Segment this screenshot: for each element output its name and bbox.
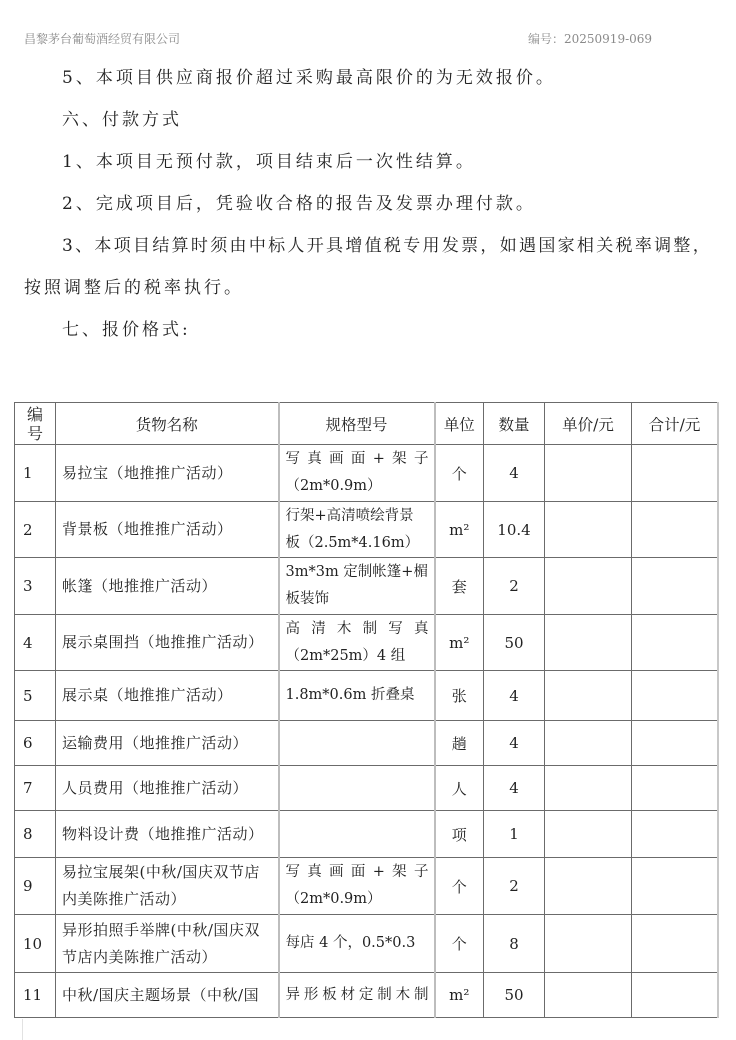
unit-price-cell[interactable]	[545, 721, 632, 766]
total-cell[interactable]	[632, 858, 718, 915]
spec: 每店 4 个，0.5*0.3	[279, 915, 435, 973]
quantity: 1	[484, 811, 545, 858]
goods-name: 易拉宝（地推推广活动）	[56, 445, 279, 502]
unit-price-cell[interactable]	[545, 973, 632, 1018]
total-cell[interactable]	[632, 721, 718, 766]
table-row	[15, 915, 718, 973]
row-number: 2	[15, 502, 56, 558]
unit: 个	[435, 445, 484, 502]
quantity: 4	[484, 445, 545, 502]
goods-name: 中秋/国庆主题场景（中秋/国	[56, 973, 279, 1018]
table-row	[15, 615, 718, 671]
row-number: 11	[15, 973, 56, 1018]
unit: 趟	[435, 721, 484, 766]
table-row	[15, 766, 718, 811]
total-cell[interactable]	[632, 915, 718, 973]
unit-price-cell[interactable]	[545, 558, 632, 615]
table-row	[15, 558, 718, 615]
goods-name: 异形拍照手举牌(中秋/国庆双 节店内美陈推广活动）	[56, 915, 279, 973]
page-margin-marker	[22, 1019, 23, 1040]
spec	[279, 721, 435, 766]
table-header-row	[15, 403, 718, 445]
goods-name: 背景板（地推推广活动）	[56, 502, 279, 558]
spec: 异形板材定制木制	[279, 973, 435, 1018]
quantity: 8	[484, 915, 545, 973]
quantity: 4	[484, 671, 545, 721]
goods-name: 人员费用（地推推广活动）	[56, 766, 279, 811]
unit: m²	[435, 502, 484, 558]
row-number: 8	[15, 811, 56, 858]
unit-price-cell[interactable]	[545, 766, 632, 811]
spec	[279, 811, 435, 858]
table-row	[15, 502, 718, 558]
spec	[279, 766, 435, 811]
table-row	[15, 811, 718, 858]
row-number: 3	[15, 558, 56, 615]
quantity: 50	[484, 973, 545, 1018]
total-cell[interactable]	[632, 811, 718, 858]
header-spec: 规格型号	[279, 403, 435, 445]
section-6-title: 六、付款方式	[62, 110, 182, 130]
quantity: 2	[484, 558, 545, 615]
spec: 行架+高清喷绘背景 板（2.5m*4.16m）	[279, 502, 435, 558]
row-number: 7	[15, 766, 56, 811]
unit: 张	[435, 671, 484, 721]
quantity: 4	[484, 766, 545, 811]
spec: 高清木制写真 （2m*25m）4 组	[279, 615, 435, 671]
header-unit: 单位	[435, 403, 484, 445]
unit: 人	[435, 766, 484, 811]
header-goods-name: 货物名称	[56, 403, 279, 445]
row-number: 9	[15, 858, 56, 915]
total-cell[interactable]	[632, 671, 718, 721]
row-number: 10	[15, 915, 56, 973]
unit-price-cell[interactable]	[545, 858, 632, 915]
unit: m²	[435, 973, 484, 1018]
total-cell[interactable]	[632, 445, 718, 502]
spec: 3m*3m 定制帐篷+楣 板装饰	[279, 558, 435, 615]
row-number: 1	[15, 445, 56, 502]
unit: 套	[435, 558, 484, 615]
total-cell[interactable]	[632, 502, 718, 558]
total-cell[interactable]	[632, 558, 718, 615]
payment-clause-1: 1、本项目无预付款，项目结束后一次性结算。	[62, 152, 476, 172]
spec: 写真画面+架子 （2m*0.9m）	[279, 858, 435, 915]
quantity: 50	[484, 615, 545, 671]
spec: 写真画面+架子 （2m*0.9m）	[279, 445, 435, 502]
table-right-edge-divider	[717, 402, 719, 1018]
quantity: 4	[484, 721, 545, 766]
goods-name: 帐篷（地推推广活动）	[56, 558, 279, 615]
unit: m²	[435, 615, 484, 671]
table-row	[15, 671, 718, 721]
table-row	[15, 858, 718, 915]
header-unit-price: 单价/元	[545, 403, 632, 445]
total-cell[interactable]	[632, 615, 718, 671]
table-row	[15, 721, 718, 766]
payment-clause-3-line-2: 按照调整后的税率执行。	[24, 278, 244, 298]
quotation-table	[14, 402, 718, 1018]
table-row	[15, 445, 718, 502]
row-number: 4	[15, 615, 56, 671]
goods-name: 物料设计费（地推推广活动）	[56, 811, 279, 858]
row-number: 6	[15, 721, 56, 766]
unit: 项	[435, 811, 484, 858]
unit: 个	[435, 858, 484, 915]
goods-name: 展示桌（地推推广活动）	[56, 671, 279, 721]
table-row	[15, 973, 718, 1018]
section-7-title: 七、报价格式:	[62, 320, 191, 340]
unit-price-cell[interactable]	[545, 445, 632, 502]
goods-name: 展示桌围挡（地推推广活动）	[56, 615, 279, 671]
header-quantity: 数量	[484, 403, 545, 445]
spec: 1.8m*0.6m 折叠桌	[279, 671, 435, 721]
header-company-name: 昌黎茅台葡萄酒经贸有限公司	[24, 32, 181, 46]
total-cell[interactable]	[632, 973, 718, 1018]
header-document-number: 编号：20250919-069	[528, 32, 653, 46]
unit: 个	[435, 915, 484, 973]
header-total: 合计/元	[632, 403, 718, 445]
row-number: 5	[15, 671, 56, 721]
unit-price-cell[interactable]	[545, 615, 632, 671]
header-number: 编 号	[15, 403, 56, 445]
clause-5-invalid-quote: 5、本项目供应商报价超过采购最高限价的为无效报价。	[62, 68, 556, 88]
goods-name: 运输费用（地推推广活动）	[56, 721, 279, 766]
goods-name: 易拉宝展架(中秋/国庆双节店 内美陈推广活动）	[56, 858, 279, 915]
payment-clause-2: 2、完成项目后，凭验收合格的报告及发票办理付款。	[62, 194, 536, 214]
unit-price-cell[interactable]	[545, 671, 632, 721]
unit-price-cell[interactable]	[545, 811, 632, 858]
quantity: 10.4	[484, 502, 545, 558]
quantity: 2	[484, 858, 545, 915]
unit-price-cell[interactable]	[545, 915, 632, 973]
total-cell[interactable]	[632, 766, 718, 811]
unit-price-cell[interactable]	[545, 502, 632, 558]
payment-clause-3-line-1: 3、本项目结算时须由中标人开具增值税专用发票，如遇国家相关税率调整，	[62, 236, 713, 256]
